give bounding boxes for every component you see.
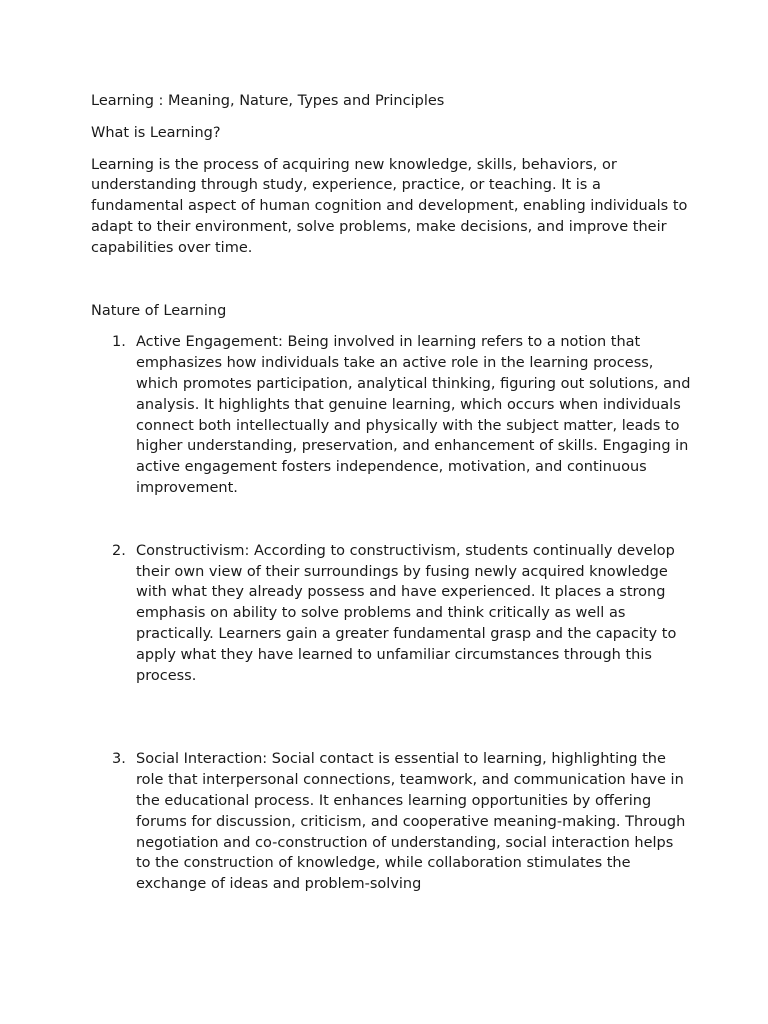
list-item-text: Active Engagement: Being involved in learning refers to a notion that emphasizes how individuals take an active role in the learning process, which promotes participation, analytical thinking, figuring out solutions, and analysis. It highlights that genuine learning, which occurs when individuals connect both intellectually and physically with the subject matter, leads to higher understanding, preservation, and enhancement of skills. Engaging in active engagement fosters independence, motivation, and continuous improvement.	[136, 334, 691, 496]
list-item-text: Social Interaction: Social contact is essential to learning, highlighting the role that interpersonal connections, teamwork, and communication have in the educational process. It enhances learning opportunities by offering forums for discussion, criticism, and cooperative meaning-making. Through negotiation and co-construction of understanding, social interaction helps to the construction of knowledge, while collaboration stimulates the exchange of ideas and problem-solving	[136, 751, 686, 893]
section-heading-nature-of-learning: Nature of Learning	[91, 302, 227, 319]
list-item-text: Constructivism: According to constructivism, students continually develop their own view of their surroundings by fusing newly acquired knowledge with what they already possess and have experienced. It places a strong emphasis on ability to solve problems and think critically as well as practically. Learners gain a greater fundamental grasp and the capacity to apply what they have learned to unfamiliar circumstances through this process.	[136, 542, 677, 684]
definition-paragraph: Learning is the process of acquiring new knowledge, skills, behaviors, or understanding through study, experience, practice, or teaching. It is a fundamental aspect of human cognition and development, enabling individuals to adapt to their environment, solve problems, make decisions, and improve their capabilities over time.	[91, 156, 688, 256]
nature-list	[91, 332, 691, 895]
list-item	[91, 332, 691, 498]
document-page	[91, 91, 691, 895]
list-item-number: 1.	[112, 334, 126, 351]
document-title: Learning : Meaning, Nature, Types and Principles	[91, 93, 445, 109]
list-item	[91, 541, 691, 687]
list-item-number: 2.	[112, 542, 126, 559]
list-item-number: 3.	[112, 751, 126, 768]
section-heading-what-is-learning: What is Learning?	[91, 124, 221, 141]
list-item	[91, 749, 691, 895]
